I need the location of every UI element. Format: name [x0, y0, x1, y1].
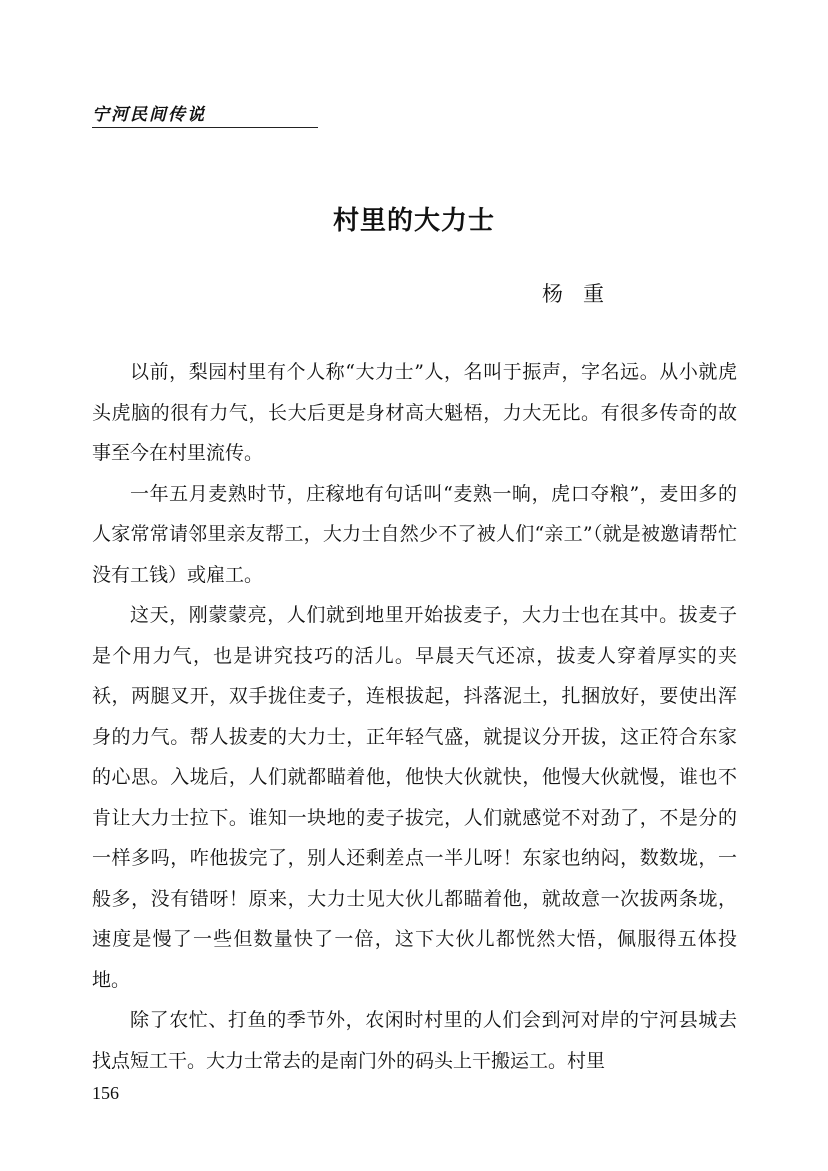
- page-number: 156: [92, 1083, 119, 1103]
- article-author: 杨重: [542, 282, 624, 306]
- paragraph: 一年五月麦熟时节，庄稼地有句话叫“麦熟一晌，虎口夺粮”，麦田多的人家常常请邻里亲友帮工，大力士自然少不了被人们“亲工”（就是被邀请帮忙没有工钱）或雇工。: [92, 482, 737, 586]
- paragraph: 除了农忙、打鱼的季节外，农闲时村里的人们会到河对岸的宁河县城去找点短工干。大力士常去的是南门外的码头上干搬运工。村里: [92, 1009, 737, 1072]
- paragraph: 以前，梨园村里有个人称“大力士”人，名叫于振声，字名远。从小就虎头虎脑的很有力气，长大后更是身材高大魁梧，力大无比。有很多传奇的故事至今在村里流传。: [92, 361, 737, 464]
- paragraph: 这天，刚蒙蒙亮，人们就到地里开始拔麦子，大力士也在其中。拔麦子是个用力气，也是讲究技巧的活儿。早晨天气还凉，拔麦人穿着厚实的夹袄，两腿叉开，双手拢住麦子，连根拔起，抖落泥土，扎捆放好，要使出浑身的力气。帮人拔麦的大力士，正年轻气盛，就提议分开拔，这正符合东家的心思。入垅后，人们就都瞄着他，他快大伙就快，他慢大伙就慢，谁也不肯让大力士拉下。谁知一块地的麦子拔完，人们就感觉不对劲了，不是分的一样多吗，咋他拔完了，别人还剩差点一半儿呀！东家也纳闷，数数垅，一般多，没有错呀！原来，大力士见大伙儿都瞄着他，就故意一次拔两条垅，速度是慢了一些但数量快了一倍，这下大伙儿都恍然大悟，佩服得五体投地。: [92, 604, 737, 991]
- article-body: [92, 352, 737, 1081]
- running-header: 宁河民间传说: [92, 100, 318, 128]
- article-title: 村里的大力士: [332, 206, 495, 236]
